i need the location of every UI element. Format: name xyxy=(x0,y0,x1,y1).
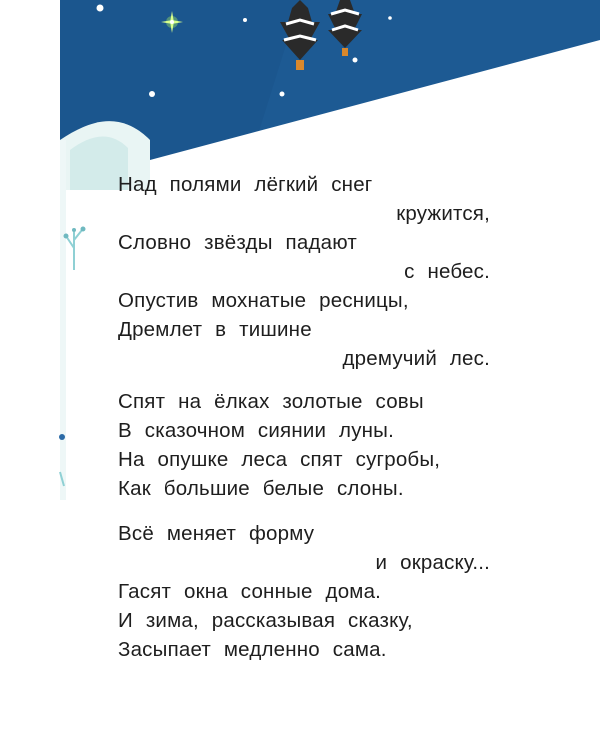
poem-line: Засыпает медленно сама. xyxy=(118,638,387,661)
poem-line: И зима, рассказывая сказку, xyxy=(118,609,413,632)
poem-line: Всё меняет форму xyxy=(118,522,315,545)
poem-line: На опушке леса спят сугробы, xyxy=(118,448,441,471)
stanza-2 xyxy=(118,387,490,503)
stanza-3 xyxy=(118,519,490,664)
poem-line: Над полями лёгкий снег xyxy=(118,173,373,196)
poem-line: Как большие белые слоны. xyxy=(118,477,404,500)
poem-line: Словно звёзды падают xyxy=(118,231,357,254)
poem-line: Гасят окна сонные дома. xyxy=(118,580,382,603)
poem-line: В сказочном сиянии луны. xyxy=(118,419,395,442)
poem xyxy=(118,170,490,678)
poem-line: кружится, xyxy=(396,202,490,225)
snow-edge-left xyxy=(60,140,66,500)
poem-line: с небес. xyxy=(404,260,490,283)
poem-line: Опустив мохнатые ресницы, xyxy=(118,289,409,312)
poem-line: дремучий лес. xyxy=(342,347,490,370)
poem-line: Спят на ёлках золотые совы xyxy=(118,390,424,413)
stanza-1 xyxy=(118,170,490,373)
poem-line: и окраску... xyxy=(375,551,490,574)
poem-line: Дремлет в тишине xyxy=(118,318,312,341)
